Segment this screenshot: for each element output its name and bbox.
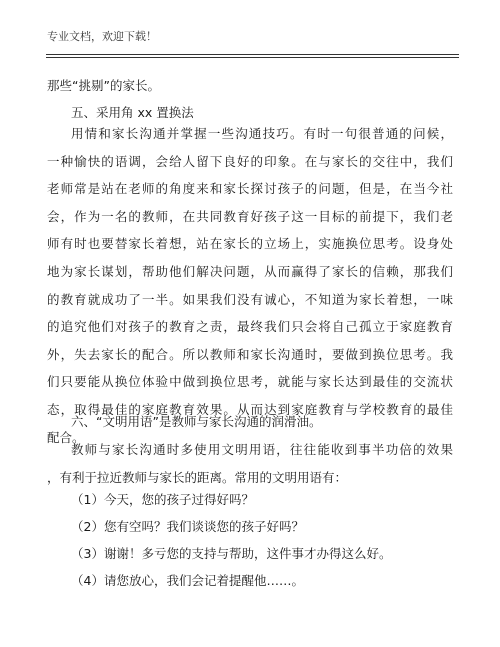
list-item: （1）今天，您的孩子过得好吗？ [71, 492, 254, 507]
page-header: 专业文档，欢迎下载！ [47, 30, 157, 43]
paragraph-line: ，有利于拉近教师与家长的距离。常用的文明用语有： [47, 469, 348, 485]
paragraph-line: 师有时也要替家长着想，站在家长的立场上，实施换位思考。设身处 [47, 236, 453, 252]
paragraph-line: 的教育就成功了一半。如果我们没有诚心，不知道为家长着想，一味 [47, 291, 453, 307]
paragraph-line: 们只要能从换位体验中做到换位思考，就能与家长达到最佳的交流状 [47, 374, 453, 390]
paragraph-line: 配合。 [47, 429, 85, 445]
paragraph-line: 地为家长谋划，帮助他们解决问题，从而赢得了家长的信赖，那我们 [47, 263, 453, 279]
text-line: 那些“挑剔”的家长。 [47, 78, 160, 93]
header-rule-thick [46, 57, 459, 58]
paragraph-line: 会，作为一名的教师，在共同教育好孩子这一目标的前提下，我们老 [47, 208, 453, 224]
paragraph-line: 的追究他们对孩子的教育之责，最终我们只会将自己孤立于家庭教育 [47, 319, 453, 335]
list-item: （3）谢谢！多亏您的支持与帮助，这件事才办得这么好。 [71, 546, 392, 561]
paragraph-line: 一种愉快的语调，会给人留下良好的印象。在与家长的交往中，我们 [47, 153, 453, 169]
paragraph-2 [47, 436, 453, 491]
list-item: （4）请您放心，我们会记着提醒他……。 [71, 573, 304, 588]
list-item: （2）您有空吗？我们谈谈您的孩子好吗？ [71, 519, 304, 534]
paragraph-1 [47, 120, 453, 451]
paragraph-line: 态，取得最佳的家庭教育效果。从而达到家庭教育与学校教育的最佳 [47, 401, 453, 417]
paragraph-line: 外，失去家长的配合。所以教师和家长沟通时，要做到换位思考。我 [47, 346, 453, 362]
paragraph-line: 教师与家长沟通时多使用文明用语，往往能收到事半功倍的效果 [71, 442, 453, 457]
section-heading-5: 五、采用角 xx 置换法 [71, 105, 194, 120]
paragraph-line: 用情和家长沟通并掌握一些沟通技巧。有时一句很普通的问候， [71, 126, 453, 141]
header-rule-thin [46, 54, 459, 55]
paragraph-line: 老师常是站在老师的角度来和家长探讨孩子的问题，但是，在当今社 [47, 181, 453, 197]
section-heading-6: 六、“文明用语”是教师与家长沟通的润滑油。 [71, 414, 322, 429]
